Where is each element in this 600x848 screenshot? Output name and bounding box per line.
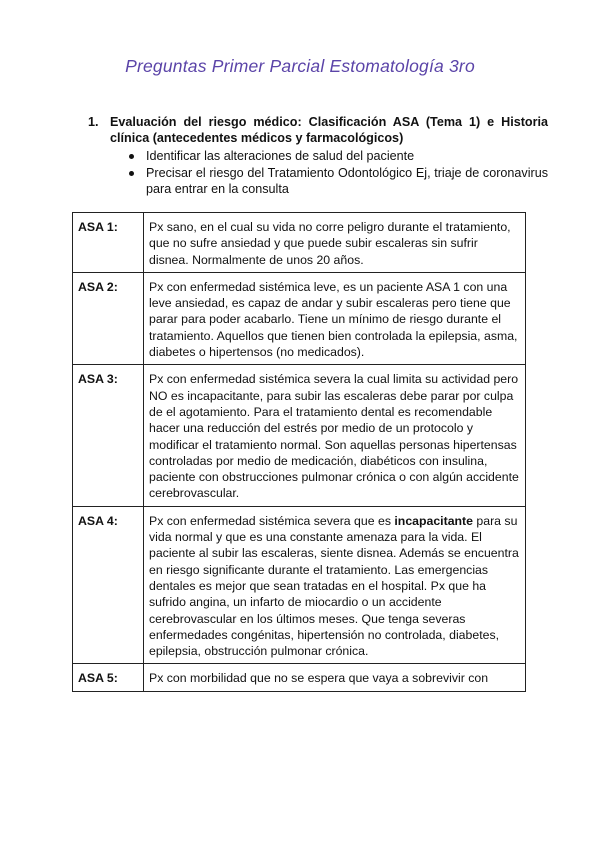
table-row [73, 213, 526, 273]
question-item [88, 114, 548, 146]
asa-text-part: Px con enfermedad sistémica severa que es [149, 513, 395, 528]
bullet-text: Identificar las alteraciones de salud del paciente [146, 149, 415, 163]
bullet-text: Precisar el riesgo del Tratamiento Odontológico Ej, triaje de coronavirus para entrar en la consulta [146, 165, 548, 196]
asa-label: ASA 2: [73, 272, 144, 364]
table-row [73, 664, 526, 691]
asa-text-bold: incapacitante [394, 513, 473, 528]
bullet-dot-icon [129, 154, 134, 159]
asa-description [144, 506, 526, 664]
bullet-item [128, 148, 548, 165]
asa-description: Px con enfermedad sistémica leve, es un paciente ASA 1 con una leve ansiedad, es capaz de andar y subir escaleras pero tiene que parar para poder acabarlo. Tiene un mínimo de riesgo durante el tratamiento. Aquellos que tienen bien controlada la epilepsia, asma, diabetes o hipertensos (no medicados). [144, 272, 526, 364]
asa-label: ASA 3: [73, 365, 144, 506]
asa-classification-table [72, 212, 526, 692]
question-number: 1. [88, 115, 99, 129]
document-title: Preguntas Primer Parcial Estomatología 3ro [125, 56, 475, 76]
asa-text-part: para su vida normal y que es una constante amenaza para la vida. El paciente al subir las escaleras, siente disnea. Además se encuentra en riesgo significante durante el tratamiento. Las emergencias dentales es mejor que sean tratadas en el hospital. Px que ha sufrido angina, un infarto de miocardio o un accidente cerebrovascular en los últimos meses. Que tenga severas enfermedades congénitas, hipertensión no controlada, diabetes, epilepsia, obstrucción pulmonar crónica. [149, 513, 519, 659]
asa-description: Px con enfermedad sistémica severa la cual limita su actividad pero NO es incapacitante, para subir las escaleras debe parar por culpa de el agotamiento. Para el tratamiento dental es recomendable hacer una reducción del estrés por medio de un protocolo y modificar el tratamiento normal. Son aquellas personas hipertensas controladas por medio de medicación, diabéticos con insulina, paciente con obstrucciones pulmonar crónica o con algún accidente cerebrovascular. [144, 365, 526, 506]
bullet-item [128, 165, 548, 198]
question-text: Evaluación del riesgo médico: Clasificación ASA (Tema 1) e Historia clínica (antecedentes médicos y farmacológicos) [110, 115, 548, 145]
asa-label: ASA 4: [73, 506, 144, 664]
table-row [73, 365, 526, 506]
asa-label: ASA 1: [73, 213, 144, 273]
bullet-dot-icon [129, 171, 134, 176]
asa-label: ASA 5: [73, 664, 144, 691]
table-row [73, 506, 526, 664]
asa-description: Px con morbilidad que no se espera que vaya a sobrevivir con [144, 664, 526, 691]
asa-description: Px sano, en el cual su vida no corre peligro durante el tratamiento, que no sufre ansiedad y que puede subir escaleras sin sufrir disnea. Normalmente de unos 20 años. [144, 213, 526, 273]
table-row [73, 272, 526, 364]
question-bullet-list [128, 148, 548, 198]
